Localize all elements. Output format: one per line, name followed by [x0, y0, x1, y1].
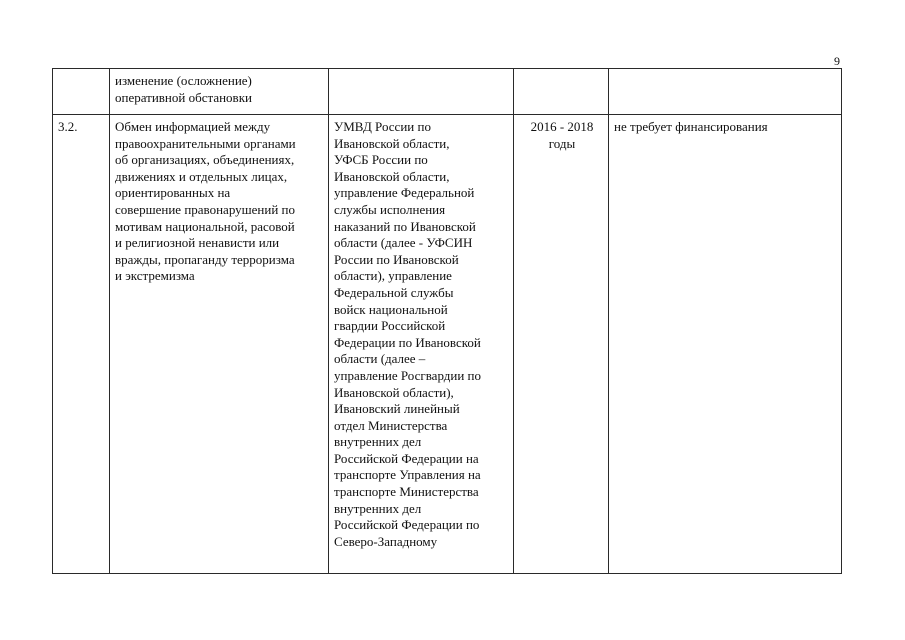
text-line: Ивановской области), [334, 384, 454, 400]
period-cell [514, 69, 609, 115]
text-line: Ивановской области, [334, 135, 450, 151]
text-line: мотивам национальной, расовой [115, 218, 295, 234]
text-line: управление Федеральной [334, 185, 475, 201]
text-line: наказаний по Ивановской [334, 218, 476, 234]
text-line: Обмен информацией между [115, 119, 271, 134]
executor-cell [329, 69, 514, 115]
row-number-cell: 3.2. [53, 115, 110, 574]
text-line: и экстремизма [115, 268, 195, 284]
page-number: 9 [834, 54, 840, 68]
text-line: годы [548, 135, 576, 151]
text-line: и религиозной ненависти или [115, 235, 280, 251]
text-line: Ивановский линейный [334, 401, 460, 417]
text-line: отдел Министерства [334, 417, 448, 433]
text-line: транспорте Министерства [334, 484, 479, 500]
text-line: области (далее – [334, 351, 426, 367]
text-line: оперативной обстановки [115, 89, 252, 105]
executor-cell [329, 115, 514, 574]
text-line: об организациях, объединениях, [115, 152, 295, 168]
text-line: гвардии Российской [334, 318, 446, 334]
text-line: управление Росгвардии по [334, 367, 482, 383]
row-number-cell [53, 69, 110, 115]
text-line: области), управление [334, 268, 452, 284]
funding-cell: не требует финансирования [609, 115, 842, 574]
text-line: УФСБ России по [334, 152, 428, 168]
table-row [53, 115, 842, 574]
text-line: Российской Федерации на [334, 450, 479, 466]
period-cell [514, 115, 609, 574]
text-line: правоохранительными органами [115, 135, 296, 151]
text-line: вражды, пропаганду терроризма [115, 251, 295, 267]
text-line: службы исполнения [334, 201, 446, 217]
funding-cell [609, 69, 842, 115]
text-line: Ивановской области, [334, 168, 450, 184]
text-line: совершение правонарушений по [115, 201, 296, 217]
event-cell [110, 69, 329, 115]
text-line: ориентированных на [115, 185, 231, 201]
text-line: внутренних дел [334, 434, 422, 450]
text-line: России по Ивановской [334, 251, 459, 267]
text-line: изменение (осложнение) [115, 73, 252, 88]
text-line: УМВД России по [334, 119, 431, 134]
text-line: Федерации по Ивановской [334, 334, 481, 350]
event-cell [110, 115, 329, 574]
text-line: войск национальной [334, 301, 448, 317]
text-line: Российской Федерации по [334, 517, 480, 533]
text-line: внутренних дел [334, 500, 422, 516]
text-line: движениях и отдельных лицах, [115, 168, 288, 184]
text-line: 2016 - 2018 [530, 119, 594, 134]
text-line: Северо-Западному [334, 533, 438, 549]
text-line: области (далее - УФСИН [334, 235, 473, 251]
measures-table [52, 68, 842, 574]
table-row [53, 69, 842, 115]
text-line: Федеральной службы [334, 284, 454, 300]
text-line: транспорте Управления на [334, 467, 481, 483]
